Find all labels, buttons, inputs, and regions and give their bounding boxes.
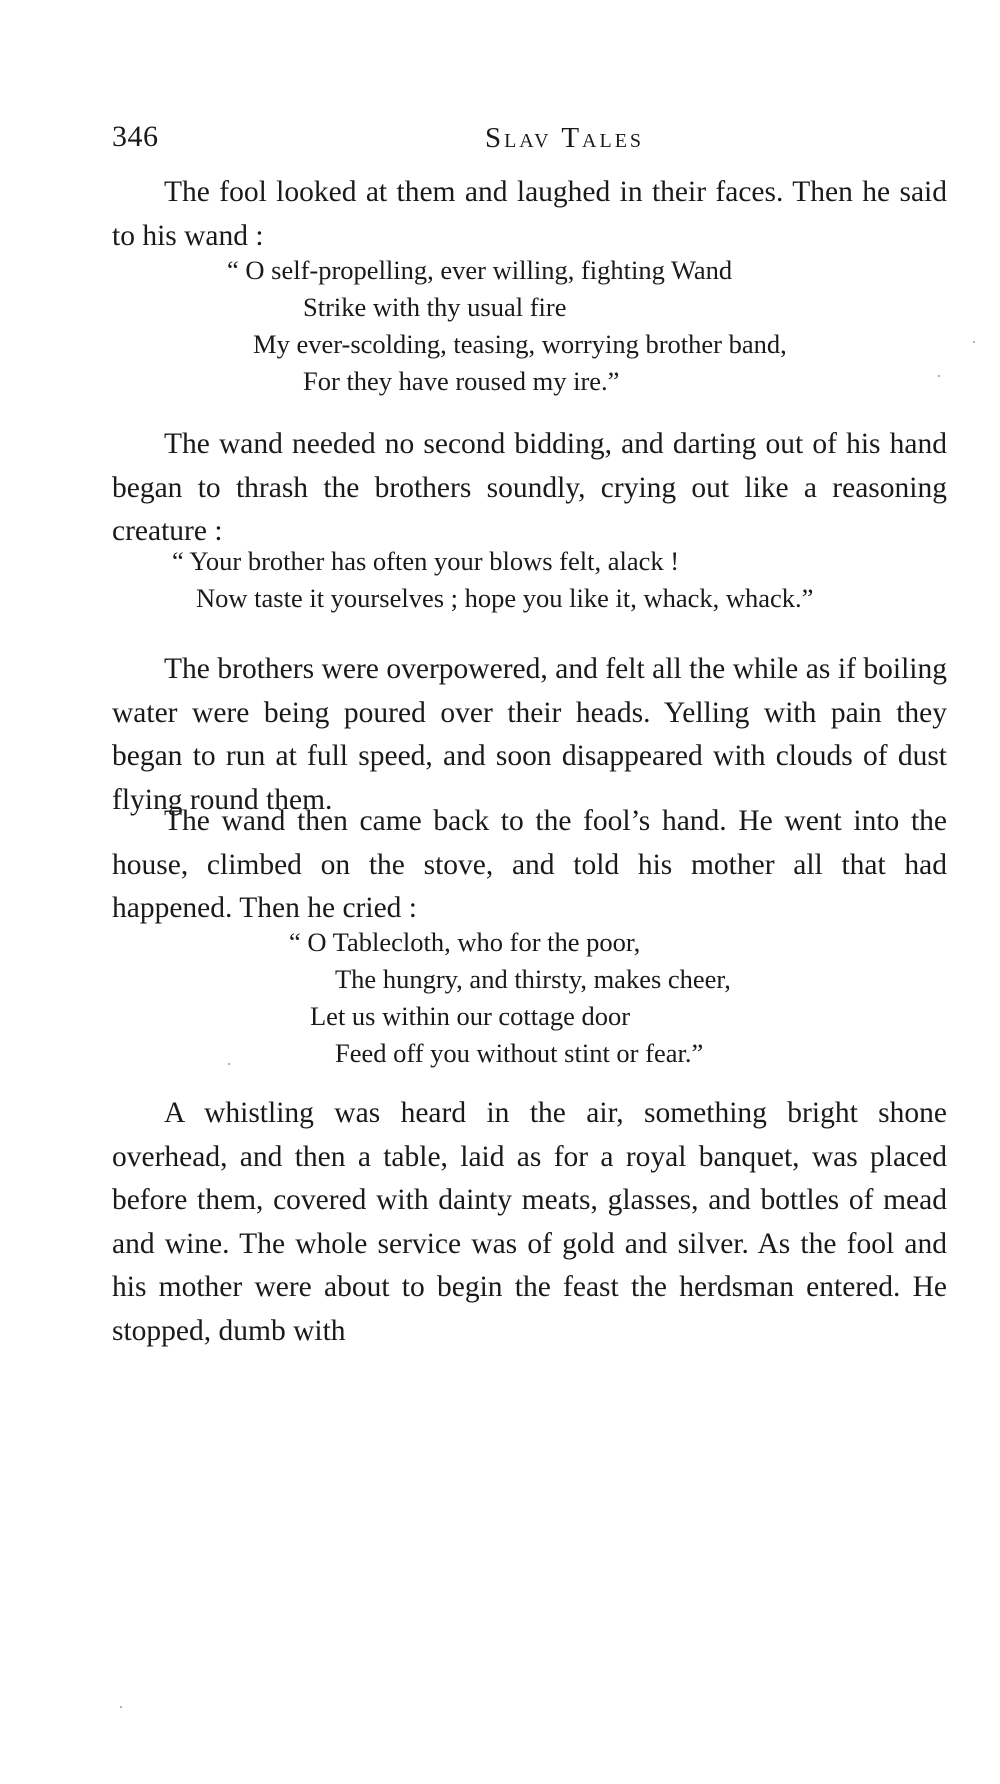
page-number: 346 [112, 120, 159, 153]
verse-line: “ O self-propelling, ever willing, fighting Wand [227, 255, 733, 285]
verse-line: Strike with thy usual fire [303, 292, 567, 322]
verse-wand-cry [172, 543, 813, 617]
verse-line: For they have roused my ire.” [303, 366, 620, 396]
verse-tablecloth [289, 924, 731, 1072]
paragraph-1: The fool looked at them and laughed in their faces. Then he said to his wand : [112, 176, 947, 252]
page-header [112, 120, 947, 160]
paragraph-5: A whistling was heard in the air, something bright shone overhead, and then a table, laid as for a royal banquet, was placed before them, covered with dainty meats, glasses, and bottles of mead and wine. The whole service was of gold and silver. As the fool and his mother were about to begin the feast the herdsman entered. He stopped, dumb with [112, 1097, 947, 1347]
verse-line: “ O Tablecloth, who for the poor, [289, 927, 641, 957]
verse-line: Feed off you without stint or fear.” [335, 1038, 704, 1068]
verse-line: My ever-scolding, teasing, worrying brother band, [253, 329, 787, 359]
verse-line: Now taste it yourselves ; hope you like it, whack, whack.” [196, 583, 814, 613]
verse-line: Let us within our cottage door [310, 1001, 631, 1031]
paragraph-4: The wand then came back to the fool’s hand. He went into the house, climbed on the stove, and told his mother all that had happened. Then he cried : [112, 805, 947, 924]
verse-line: The hungry, and thirsty, makes cheer, [335, 964, 731, 994]
verse-line: “ Your brother has often your blows felt, alack ! [172, 546, 680, 576]
verse-wand-command [227, 252, 787, 400]
running-title: Slav Tales [484, 122, 645, 154]
paragraph-3: The brothers were overpowered, and felt all the while as if boiling water were being poured over their heads. Yelling with pain they began to run at full speed, and soon disappeared with clouds of dust flying round them. [112, 653, 947, 816]
paragraph-2: The wand needed no second bidding, and darting out of his hand began to thrash the brothers soundly, crying out like a reasoning creature : [112, 428, 947, 547]
